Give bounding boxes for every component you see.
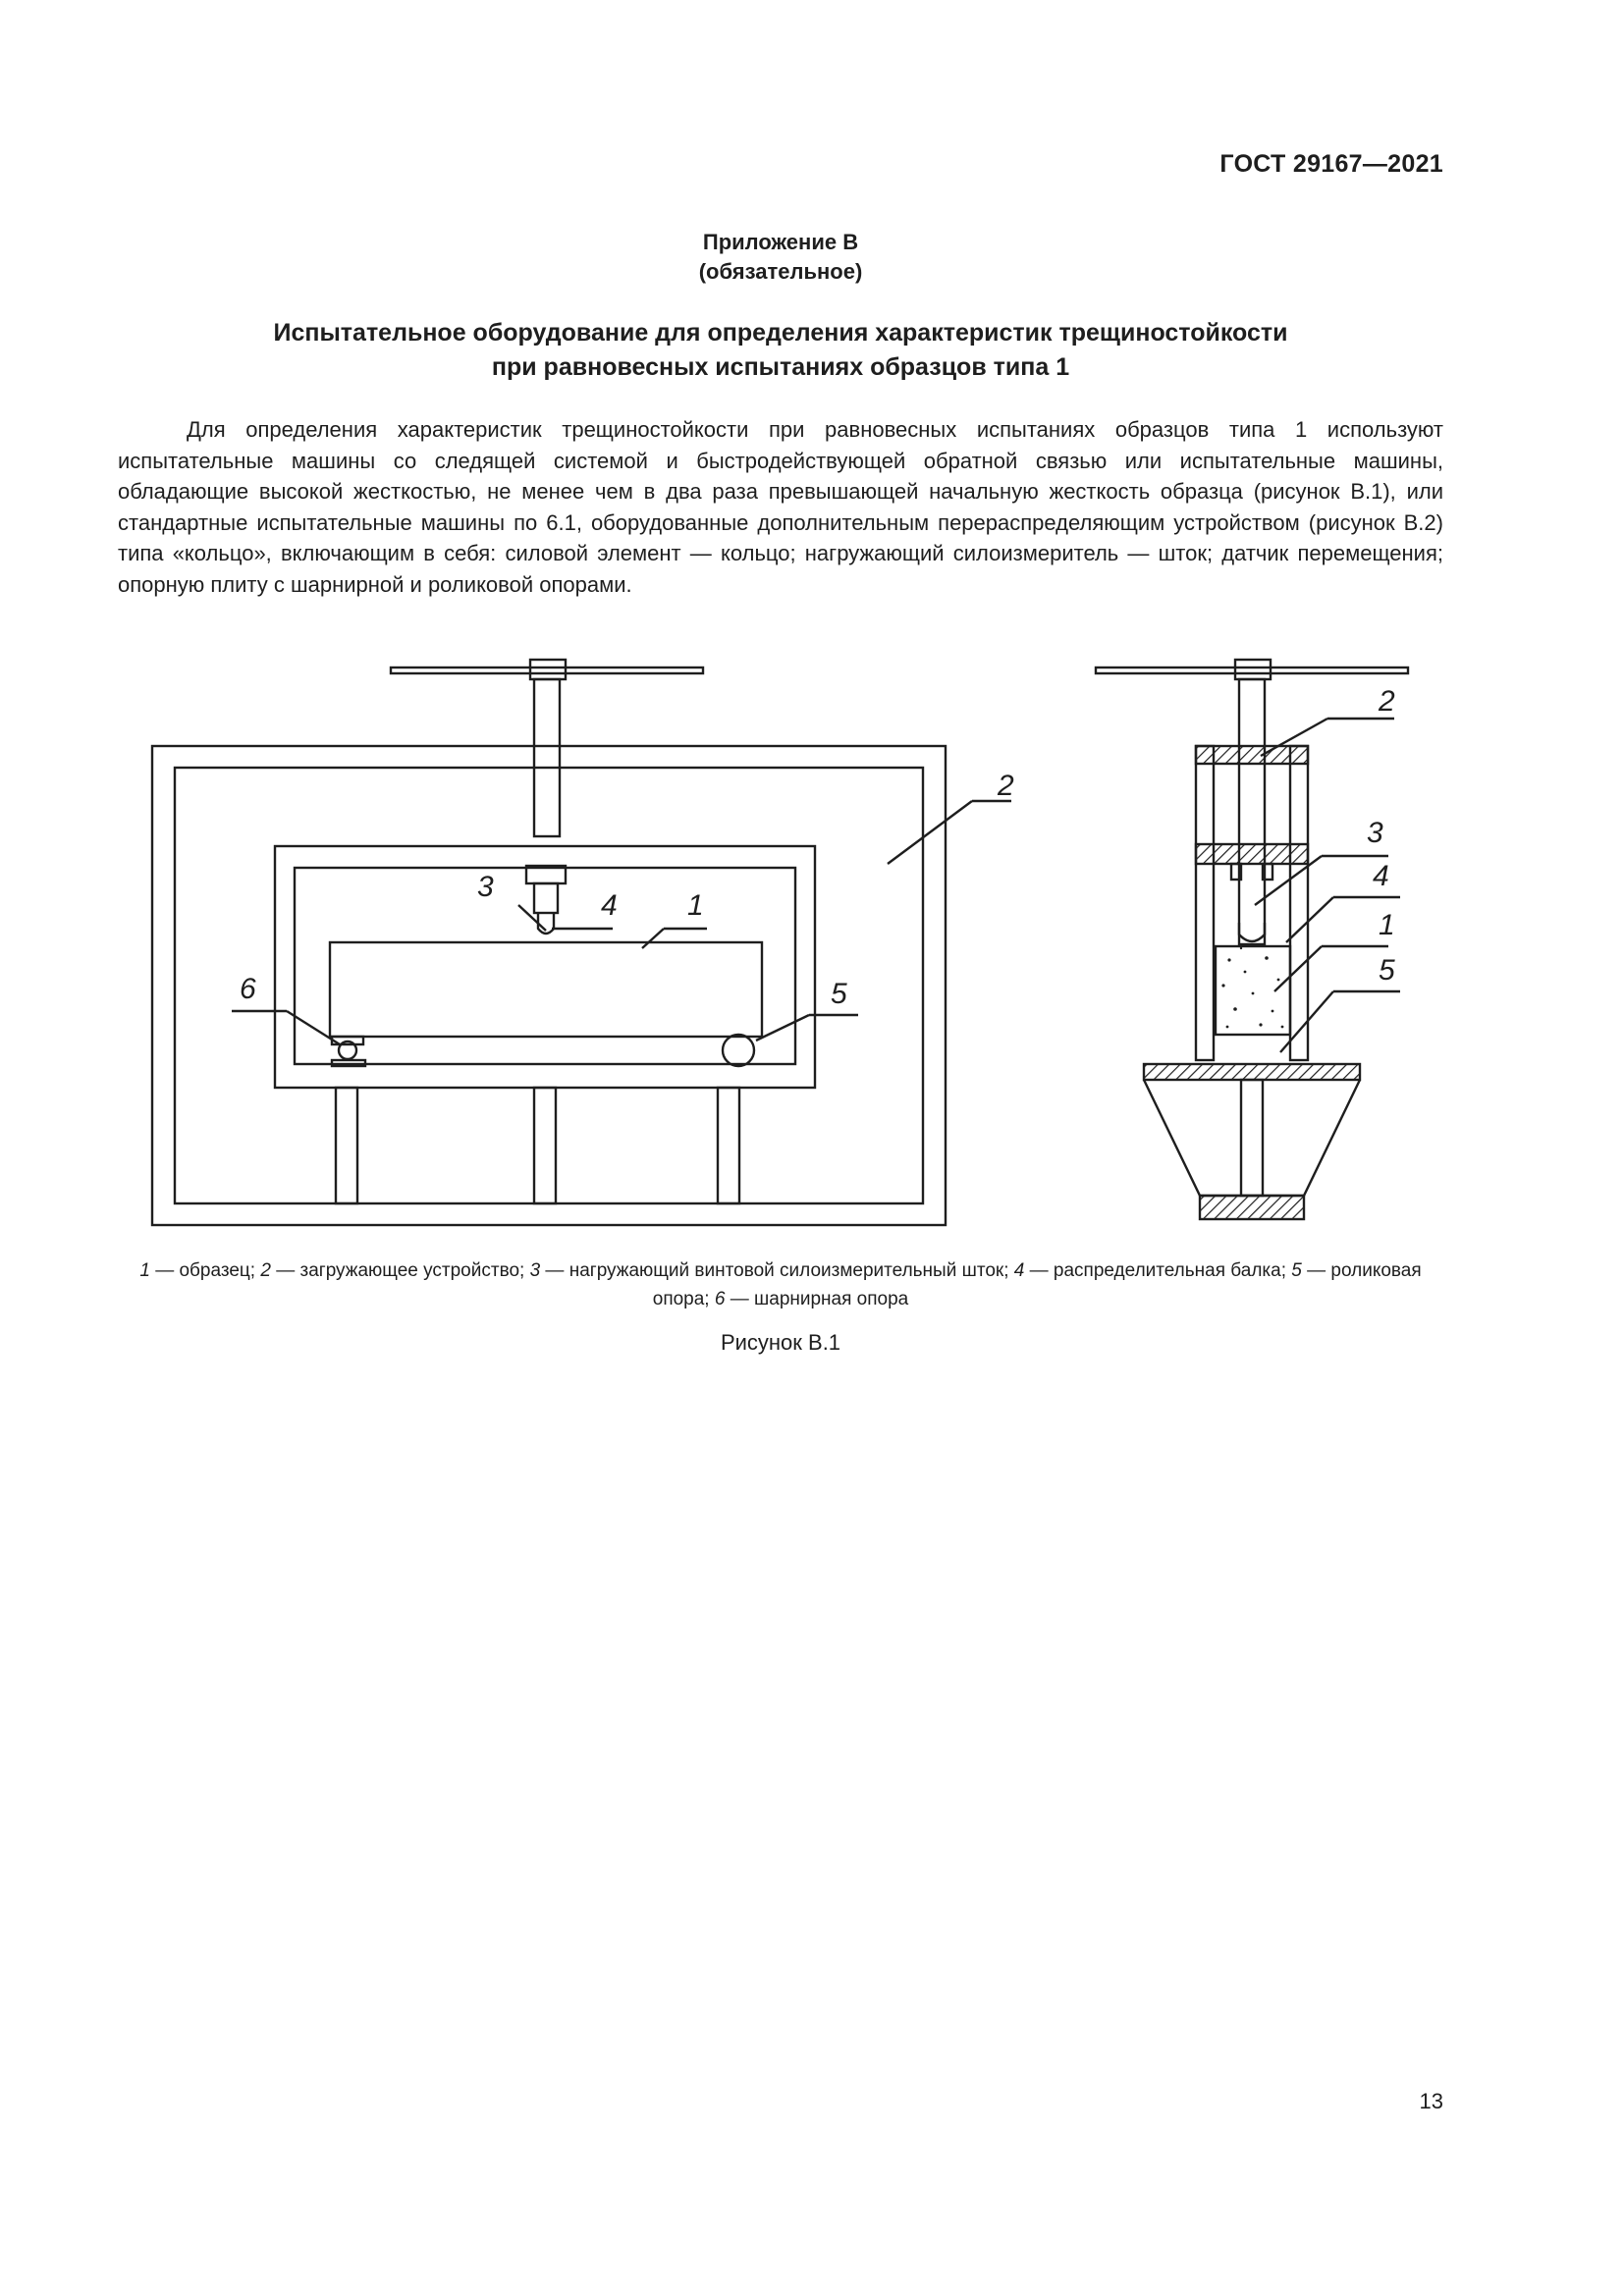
- figure-legend: [118, 1256, 1443, 1313]
- label-2-side: 2: [1379, 685, 1395, 718]
- label-1-side: 1: [1379, 909, 1395, 941]
- label-2-front: 2: [998, 770, 1014, 802]
- heading-line-2: при равновесных испытаниях образцов типа 1: [491, 353, 1070, 381]
- label-4-front: 4: [601, 889, 618, 922]
- legend-item: 4 — распределительная балка;: [1013, 1260, 1292, 1281]
- specimen-texture: [1221, 947, 1283, 1029]
- label-3-front: 3: [477, 871, 494, 903]
- appendix-status: (обязательное): [698, 259, 863, 284]
- legend-item: 5 — роликовая опора;: [652, 1260, 1422, 1309]
- figure-caption: Рисунок В.1: [720, 1330, 841, 1355]
- front-view: [152, 660, 1011, 1225]
- heading-line-1: Испытательное оборудование для определения характеристик трещиностойкости: [273, 319, 1288, 347]
- appendix-title: Приложение В: [702, 230, 859, 254]
- label-1-front: 1: [687, 889, 704, 922]
- label-4-side: 4: [1373, 860, 1389, 892]
- legend-item: 2 — загружающее устройство;: [260, 1260, 530, 1281]
- label-5-side: 5: [1379, 954, 1395, 987]
- legend-item: 3 — нагружающий винтовой силоизмерительный шток;: [529, 1260, 1014, 1281]
- side-view: [1096, 660, 1408, 1219]
- label-6-front: 6: [240, 973, 256, 1005]
- label-3-side: 3: [1367, 817, 1383, 849]
- legend-item: 6 — шарнирная опора: [714, 1289, 909, 1309]
- legend-item: 1 — образец;: [139, 1260, 261, 1281]
- label-5-front: 5: [831, 978, 847, 1010]
- page-number: 13: [1419, 2089, 1443, 2113]
- document-code: ГОСТ 29167—2021: [1219, 150, 1443, 178]
- body-paragraph: Для определения характеристик трещиностойкости при равновесных испытаниях образцов типа 1 используют испытательные машины со следящей системой и быстродействующей обратной связью или испытательные машины, обладающие высокой жесткостью, не менее чем в два раза превышающей начальную жесткость образца (рисунок В.1), или стандартные испытательные машины по 6.1, оборудованные дополнительным перераспределяющим устройством (рисунок В.2) типа «кольцо», включающим в себя: силовой элемент — кольцо; нагружающий силоизмеритель — шток; датчик перемещения; опорную плиту с шарнирной и роликовой опорами.: [118, 417, 1443, 597]
